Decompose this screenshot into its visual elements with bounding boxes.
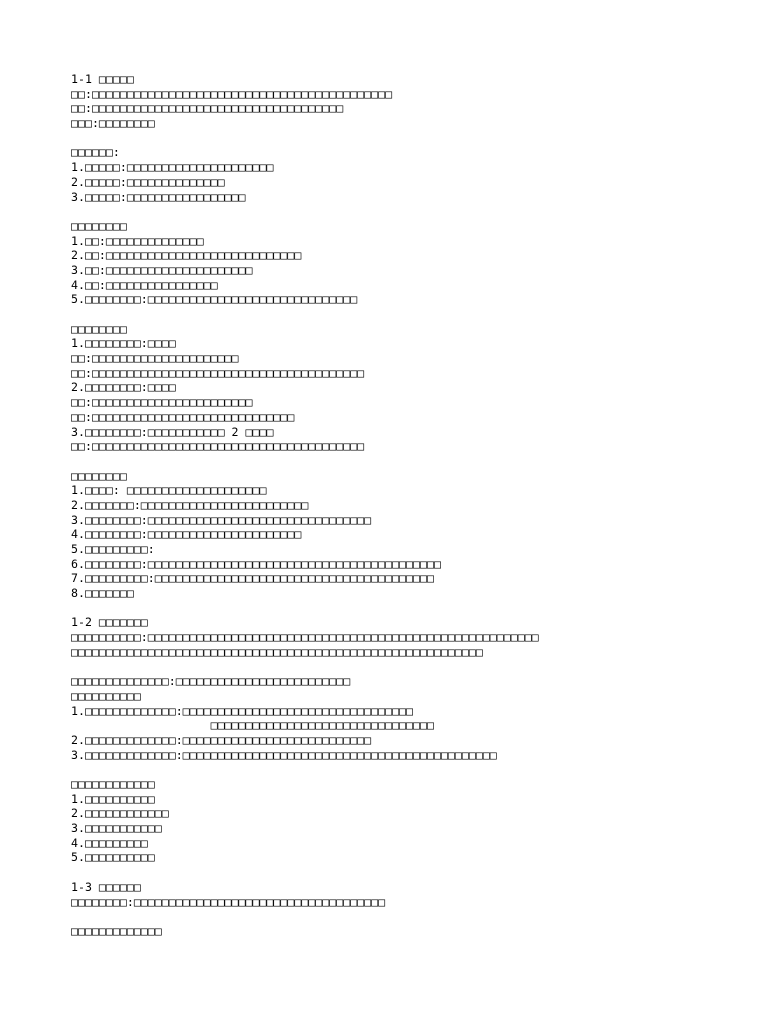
text-line: 2.□□□□□:□□□□□□□□□□□□□□ [71,174,225,189]
text-line: 2.□□:□□□□□□□□□□□□□□□□□□□□□□□□□□□□ [71,248,302,263]
text-line: □□:□□□□□□□□□□□□□□□□□□□□□□□□□□□□□□□□□□□□□□□□□□□ [71,86,393,101]
text-line: 1.□□:□□□□□□□□□□□□□□ [71,233,204,248]
paragraph-gap [71,204,751,219]
text-line: □□:□□□□□□□□□□□□□□□□□□□□□□□□□□□□□□□□□□□□□□□ [71,365,365,380]
paragraph-gap [71,909,751,924]
text-line: 2.□□□□□□□:□□□□□□□□□□□□□□□□□□□□□□□□ [71,497,309,512]
text-line: 1.□□□□□□□□□□ [71,791,155,806]
text-line: □□:□□□□□□□□□□□□□□□□□□□□□□□ [71,395,253,410]
text-line: □□□□□□□□□□□□□□□□□□□□□□□□□□□□□□□□ [71,718,434,733]
text-line: 3.□□□□□□□□:□□□□□□□□□□□ 2 □□□□ [71,424,274,439]
text-line: □□□□□□□□□□□□□□□□□□□□□□□□□□□□□□□□□□□□□□□□□□□□□□□□□□□□□□□□□□□ [71,644,483,659]
text-line: □□□□□□□□□□□□□ [71,923,162,938]
text-line: 5.□□□□□□□□:□□□□□□□□□□□□□□□□□□□□□□□□□□□□□□ [71,292,358,307]
text-line: 2.□□□□□□□□□□□□ [71,806,169,821]
document-section [71,777,751,865]
text-line: 3.□□□□□□□□□□□ [71,821,162,836]
text-line: □□:□□□□□□□□□□□□□□□□□□□□□□□□□□□□□□□□□□□□ [71,101,344,116]
text-line: 2.□□□□□□□□:□□□□ [71,380,176,395]
text-line: 8.□□□□□□□ [71,586,134,601]
text-line: □□□□□□□□ [71,468,127,483]
document-section [71,924,751,939]
text-line: 1.□□□□□□□□:□□□□ [71,336,176,351]
paragraph-gap [71,660,751,675]
paragraph-gap [71,131,751,146]
text-line: □□:□□□□□□□□□□□□□□□□□□□□□□□□□□□□□ [71,409,295,424]
text-line: □□□:□□□□□□□□ [71,116,155,131]
document-section [71,469,751,601]
text-line: 2.□□□□□□□□□□□□□:□□□□□□□□□□□□□□□□□□□□□□□□□□□ [71,732,372,747]
document-section [71,615,751,659]
document-section [71,674,751,762]
text-line: □□:□□□□□□□□□□□□□□□□□□□□□□□□□□□□□□□□□□□□□□□ [71,439,365,454]
text-line: 4.□□:□□□□□□□□□□□□□□□□ [71,277,218,292]
text-line: 3.□□□□□□□□:□□□□□□□□□□□□□□□□□□□□□□□□□□□□□□□□ [71,512,372,527]
paragraph-gap [71,865,751,880]
text-line: 6.□□□□□□□□:□□□□□□□□□□□□□□□□□□□□□□□□□□□□□□□□□□□□□□□□□□ [71,556,441,571]
text-line: 5.□□□□□□□□□□ [71,850,155,865]
text-line: □□□□□□□□□□:□□□□□□□□□□□□□□□□□□□□□□□□□□□□□□□□□□□□□□□□□□□□□□□□□□□□□□□□ [71,630,539,645]
text-line: 4.□□□□□□□□□ [71,835,148,850]
document-body [71,72,751,939]
text-line: 1-2 □□□□□□□ [71,615,148,630]
text-line: □□□□□□: [71,145,120,160]
document-section [71,145,751,204]
document-section [71,322,751,454]
text-line: 3.□□□□□:□□□□□□□□□□□□□□□□□ [71,189,246,204]
text-line: □□□□□□□□ [71,321,127,336]
text-line: 3.□□□□□□□□□□□□□:□□□□□□□□□□□□□□□□□□□□□□□□□□□□□□□□□□□□□□□□□□□□□ [71,747,497,762]
text-line: 4.□□□□□□□□:□□□□□□□□□□□□□□□□□□□□□□ [71,527,302,542]
text-line: □□□□□□□□□□ [71,688,141,703]
paragraph-gap [71,762,751,777]
document-section [71,219,751,307]
text-line: 1-3 □□□□□□ [71,879,141,894]
text-line: □□:□□□□□□□□□□□□□□□□□□□□□ [71,351,239,366]
paragraph-gap [71,454,751,469]
text-line: 1.□□□□□□□□□□□□□:□□□□□□□□□□□□□□□□□□□□□□□□□□□□□□□□□ [71,703,414,718]
text-line: 1.□□□□: □□□□□□□□□□□□□□□□□□□□ [71,483,267,498]
text-line: 1.□□□□□:□□□□□□□□□□□□□□□□□□□□□ [71,160,274,175]
paragraph-gap [71,307,751,322]
text-line: □□□□□□□□□□□□ [71,777,155,791]
text-line: 5.□□□□□□□□□: [71,542,155,556]
text-line: □□□□□□□□:□□□□□□□□□□□□□□□□□□□□□□□□□□□□□□□□□□□□ [71,894,386,909]
paragraph-gap [71,601,751,616]
text-line: □□□□□□□□ [71,218,127,233]
text-line: 7.□□□□□□□□□:□□□□□□□□□□□□□□□□□□□□□□□□□□□□□□□□□□□□□□□□ [71,571,434,586]
text-line: 3.□□:□□□□□□□□□□□□□□□□□□□□□ [71,262,253,277]
document-section [71,880,751,909]
text-line: 1-1 □□□□□ [71,72,134,86]
document-section [71,72,751,131]
text-line: □□□□□□□□□□□□□□:□□□□□□□□□□□□□□□□□□□□□□□□□ [71,674,351,689]
